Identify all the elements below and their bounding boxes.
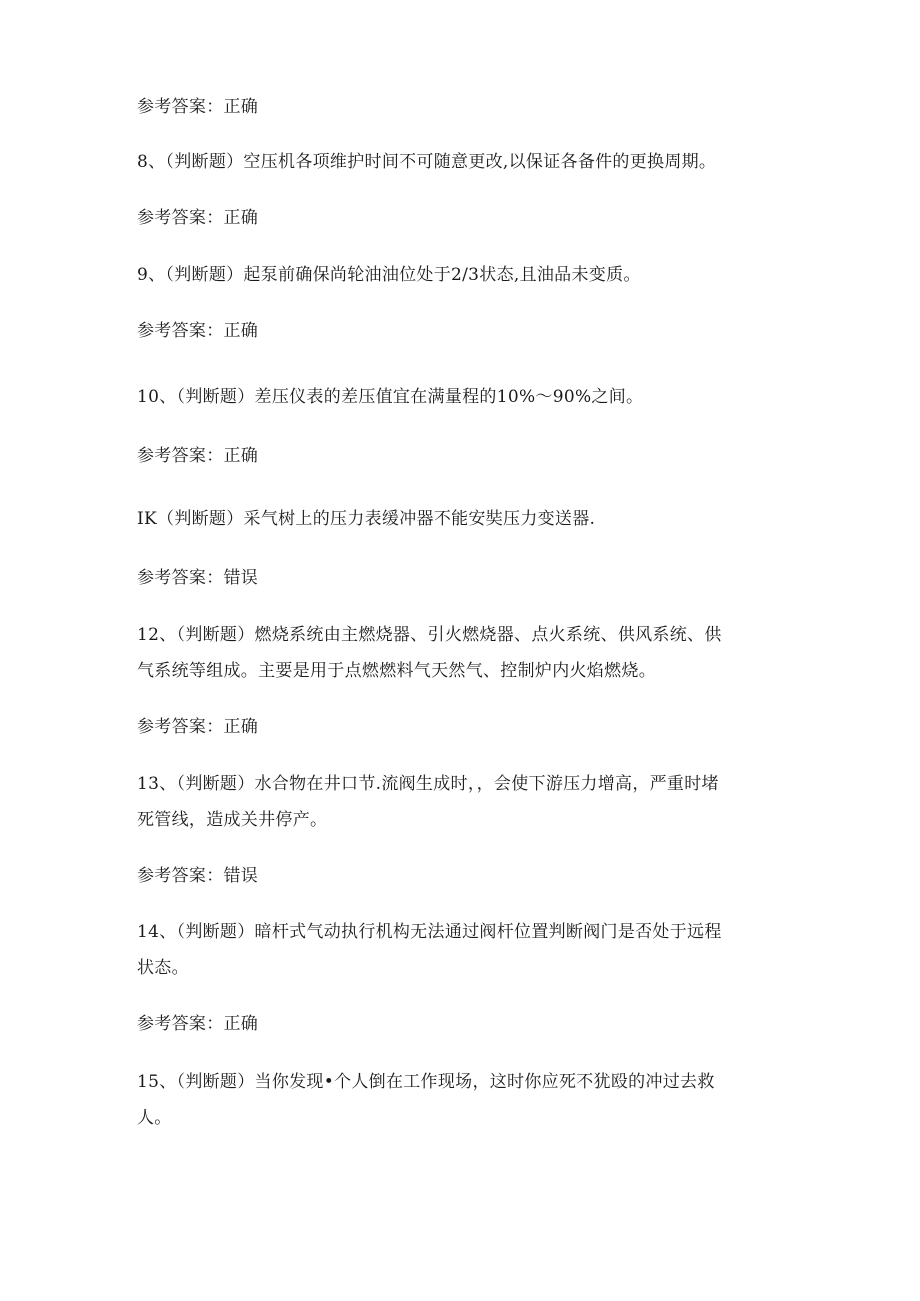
- answer-line: 参考答案：正确: [137, 321, 259, 341]
- question-12-line2: 气系统等组成。主要是用于点燃燃料气天然气、控制炉内火焰燃烧。: [137, 661, 656, 681]
- question-11: IK（判断题）采气树上的压力表缓冲器不能安奘压力变送器.: [137, 509, 596, 529]
- question-14-line2: 状态。: [137, 958, 189, 978]
- question-13-line1: 13、（判断题）水合物在井口节.流阀生成时，，会使下游压力增高，严重时堵: [137, 774, 719, 794]
- question-15-line2: 人。: [137, 1108, 172, 1128]
- answer-line: 参考答案：正确: [137, 717, 259, 737]
- answer-line: 参考答案：正确: [137, 97, 259, 117]
- answer-line: 参考答案：错误: [137, 568, 259, 588]
- question-8: 8、（判断题）空压机各项维护时间不可随意更改,以保证各备件的更换周期。: [137, 152, 717, 172]
- question-12-line1: 12、（判断题）燃烧系统由主燃烧器、引火燃烧器、点火系统、供风系统、供: [137, 625, 722, 645]
- question-10: 10、（判断题）差压仪表的差压值宜在满量程的10%～90%之间。: [137, 387, 644, 407]
- question-15-line1: 15、（判断题）当你发现•个人倒在工作现场，这时你应死不犹殴的冲过去救: [137, 1072, 715, 1092]
- question-13-line2: 死管线，造成关井停产。: [137, 810, 328, 830]
- answer-line: 参考答案：正确: [137, 1014, 259, 1034]
- answer-line: 参考答案：正确: [137, 446, 259, 466]
- question-14-line1: 14、（判断题）暗杆式气动执行机构无法通过阀杆位置判断阀门是否处于远程: [137, 922, 722, 942]
- question-9: 9、（判断题）起泵前确保尚轮油油位处于2/3状态,且油品未变质。: [137, 265, 641, 285]
- answer-line: 参考答案：正确: [137, 208, 259, 228]
- answer-line: 参考答案：错误: [137, 866, 259, 886]
